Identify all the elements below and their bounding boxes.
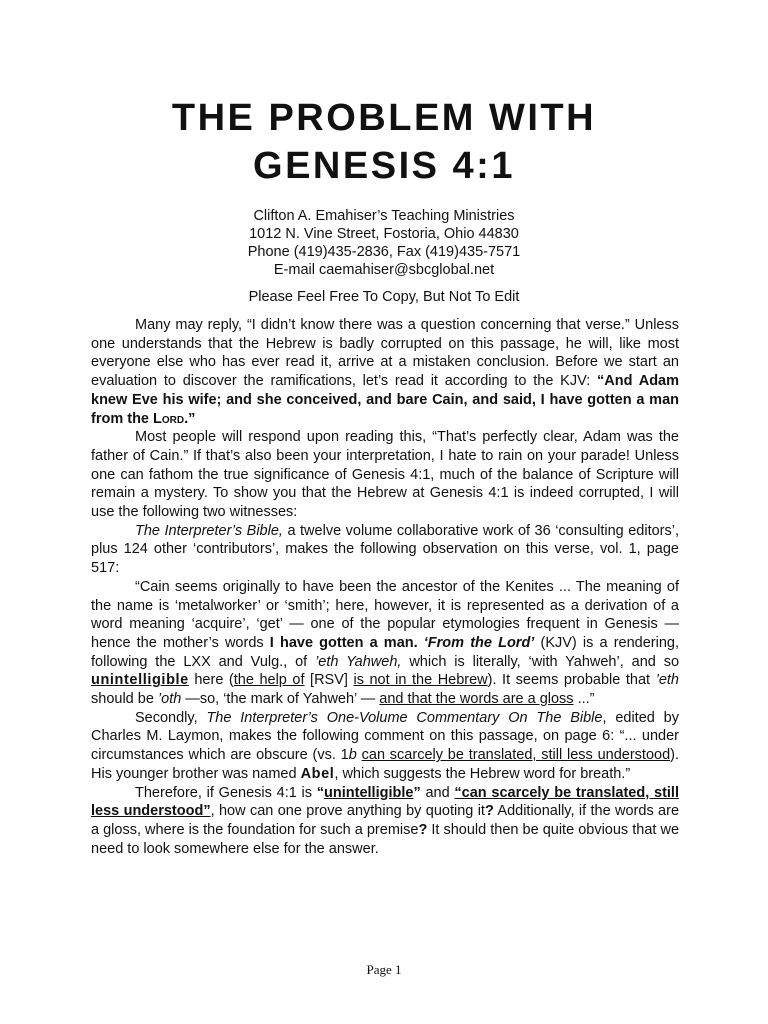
address-line: 1012 N. Vine Street, Fostoria, Ohio 44830: [249, 226, 519, 242]
book-title: The Interpreter’s Bible,: [135, 522, 283, 539]
author-contact-block: [0, 207, 768, 279]
paragraph-2: Most people will respond upon reading this, “That’s perfectly clear, Adam was the father of Cain.” If that’s also been your interpretation, I hate to rain on your parade! Unless one can fathom the true significance of Genesis 4:1, much of the balance of Scripture will remain a mystery. To show you that the Hebrew at Genesis 4:1 is indeed corrupted, I will use the following two witnesses:: [91, 429, 679, 521]
title-line-2: GENESIS 4:1: [253, 145, 515, 187]
unintelligible-emphasis: unintelligible: [91, 672, 189, 689]
copy-notice: Please Feel Free To Copy, But Not To Edit: [248, 289, 520, 305]
phone-line: Phone (419)435-2836, Fax (419)435-7571: [247, 244, 521, 260]
page-title: [0, 94, 768, 190]
commentary-title: The Interpreter’s One-Volume Commentary On The Bible: [206, 709, 603, 726]
paragraph-5: Secondly, The Interpreter’s One-Volume Commentary On The Bible, edited by Charles M. Laymon, makes the following comment on this passage, on page 6: “... under circumstances which are obscure (vs. 1b can scarcely be translated, still less understood). His younger brother was named Abel, which suggests the Hebrew word for breath.”: [91, 709, 679, 782]
paragraph-1: Many may reply, “I didn’t know there was a question concerning that verse.” Unless one understands that the Hebrew is badly corrupted on this passage, he will, like most everyone else who has ever read it, arrive at a mistaken conclusion. Before we start an evaluation to discover the ramifications, let’s read it according to the KJV: “And Adam knew Eve his wife; and she conceived, and bare Cain, and said, I have gotten a man from the Lord.”: [91, 317, 680, 427]
article-body: [91, 316, 679, 858]
paragraph-3: The Interpreter’s Bible, a twelve volume collaborative work of 36 ‘consulting editors’, plus 124 other ‘contributors’, makes the following observation on this verse, vol. 1, page 517:: [91, 522, 679, 577]
abel-emphasis: Abel: [300, 765, 335, 782]
paragraph-6: Therefore, if Genesis 4:1 is “unintelligible” and “can scarcely be translated, still less understood”, how can one prove anything by quoting it? Additionally, if the words are a gloss, where is the foundation for such a premise? It should then be quite obvious that we need to look somewhere else for the answer.: [91, 784, 680, 857]
page-number: Page 1: [366, 962, 402, 977]
email-line: E-mail caemahiser@sbcglobal.net: [273, 262, 495, 278]
title-line-1: THE PROBLEM WITH: [171, 97, 597, 139]
kjv-quote: “And Adam knew Eve his wife; and she conceived, and bare Cain, and said, I have gotten a man from the Lord.”: [91, 373, 680, 427]
paragraph-4-quote: “Cain seems originally to have been the ancestor of the Kenites ... The meaning of the name is ‘metalworker’ or ‘smith’; here, however, it is represented as a derivation of a word meaning ‘acquire’, ‘get’ — one of the popular etymologies frequent in Genesis — hence the mother’s words I have gotten a man. ‘From the Lord’ (KJV) is a rendering, following the LXX and Vulg., of ’eth Yahweh, which is literally, ‘with Yahweh’, and so unintelligible here (the help of [RSV] is not in the Hebrew). It seems probable that ’eth should be ’oth —so, ‘the mark of Yahweh’ — and that the words are a gloss ...”: [91, 578, 680, 708]
author-line: Clifton A. Emahiser’s Teaching Ministries: [253, 208, 515, 224]
